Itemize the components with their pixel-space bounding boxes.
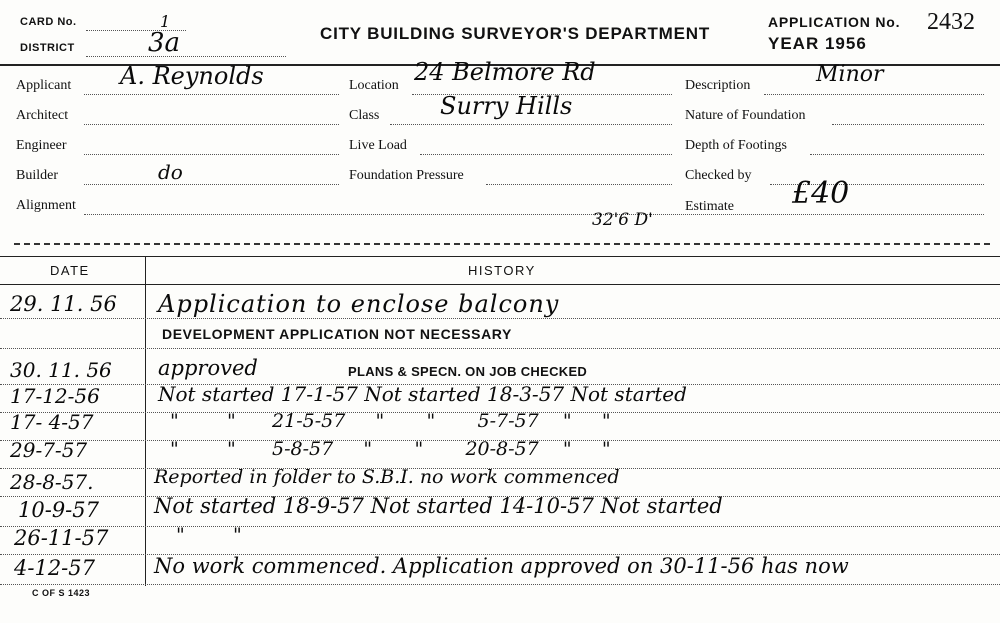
builder-label: Builder xyxy=(16,168,58,183)
estimate-label: Estimate xyxy=(685,199,734,214)
location-label: Location xyxy=(349,78,399,93)
class-rule xyxy=(390,124,672,125)
history-row-rule-8 xyxy=(0,526,1000,527)
plans-checked-stamp: PLANS & SPECN. ON JOB CHECKED xyxy=(348,364,588,379)
location-value: 24 Belmore Rd xyxy=(414,58,596,86)
district-rule xyxy=(86,56,286,57)
history-row-rule-1 xyxy=(0,318,1000,319)
district-value: 3a xyxy=(148,28,181,58)
history-date-9: 26-11-57 xyxy=(14,526,109,550)
builder-rule xyxy=(84,184,339,185)
district-label: DISTRICT xyxy=(20,42,75,54)
history-date-6: 29-7-57 xyxy=(10,438,88,462)
application-no-label: APPLICATION No. xyxy=(768,14,901,30)
history-entry-4: Not started 17-1-57 Not started 18-3-57 Not started xyxy=(158,382,687,406)
history-date-4: 17-12-56 xyxy=(10,384,100,408)
live-load-label: Live Load xyxy=(349,138,407,153)
alignment-rule xyxy=(84,214,984,215)
class-value: Surry Hills xyxy=(440,92,573,120)
engineer-rule xyxy=(84,154,339,155)
year-label: YEAR 1956 xyxy=(768,34,867,53)
history-date-10: 4-12-57 xyxy=(14,556,95,580)
history-entry-9: " " xyxy=(176,524,242,546)
description-label: Description xyxy=(685,78,751,93)
form-number: C OF S 1423 xyxy=(32,588,91,598)
history-entry-3: approved xyxy=(158,356,258,380)
nature-of-foundation-rule xyxy=(832,124,984,125)
history-entry-8: Not started 18-9-57 Not started 14-10-57 Not started xyxy=(154,494,723,518)
date-column-header: DATE xyxy=(50,263,90,278)
applicant-value: A. Reynolds xyxy=(120,62,264,90)
history-entry-10: No work commenced. Application approved on 30-11-56 has now xyxy=(154,554,849,578)
history-entry-7: Reported in folder to S.B.I. no work commenced xyxy=(154,466,620,488)
history-column-header: HISTORY xyxy=(468,263,536,278)
table-header-rule xyxy=(0,284,1000,285)
section-divider xyxy=(14,243,990,245)
card-no-label: CARD No. xyxy=(20,16,77,28)
nature-of-foundation-label: Nature of Foundation xyxy=(685,108,806,123)
description-rule xyxy=(764,94,984,95)
dimension-note: 32'6 D' xyxy=(592,210,653,230)
class-label: Class xyxy=(349,108,380,123)
application-number: 2432 xyxy=(927,9,975,35)
depth-of-footings-label: Depth of Footings xyxy=(685,138,787,153)
history-row-rule-10 xyxy=(0,584,1000,585)
history-date-1: 29. 11. 56 xyxy=(10,292,117,316)
history-entry-5: " " 21-5-57 " " 5-7-57 " " xyxy=(170,410,611,432)
live-load-rule xyxy=(420,154,672,155)
date-column-divider xyxy=(145,256,146,586)
estimate-value: £40 xyxy=(792,176,850,211)
architect-label: Architect xyxy=(16,108,69,123)
history-entry-6: " " 5-8-57 " " 20-8-57 " " xyxy=(170,438,611,460)
history-date-8: 10-9-57 xyxy=(18,498,99,522)
depth-of-footings-rule xyxy=(810,154,984,155)
checked-by-label: Checked by xyxy=(685,168,752,183)
development-application-stamp: DEVELOPMENT APPLICATION NOT NECESSARY xyxy=(162,326,512,342)
engineer-label: Engineer xyxy=(16,138,67,153)
card-no-value: 1 xyxy=(160,12,171,31)
history-date-5: 17- 4-57 xyxy=(10,410,94,434)
foundation-pressure-rule xyxy=(486,184,672,185)
applicant-label: Applicant xyxy=(16,78,72,93)
architect-rule xyxy=(84,124,339,125)
history-date-7: 28-8-57. xyxy=(10,470,94,494)
alignment-label: Alignment xyxy=(16,198,76,213)
department-title: CITY BUILDING SURVEYOR'S DEPARTMENT xyxy=(320,24,711,43)
foundation-pressure-label: Foundation Pressure xyxy=(349,168,464,183)
table-top-rule xyxy=(0,256,1000,257)
history-entry-1: Application to enclose balcony xyxy=(158,290,560,318)
history-row-rule-2 xyxy=(0,348,1000,349)
history-date-3: 30. 11. 56 xyxy=(10,358,112,382)
description-value: Minor xyxy=(816,62,884,87)
applicant-rule xyxy=(84,94,339,95)
builder-value: do xyxy=(158,160,183,184)
